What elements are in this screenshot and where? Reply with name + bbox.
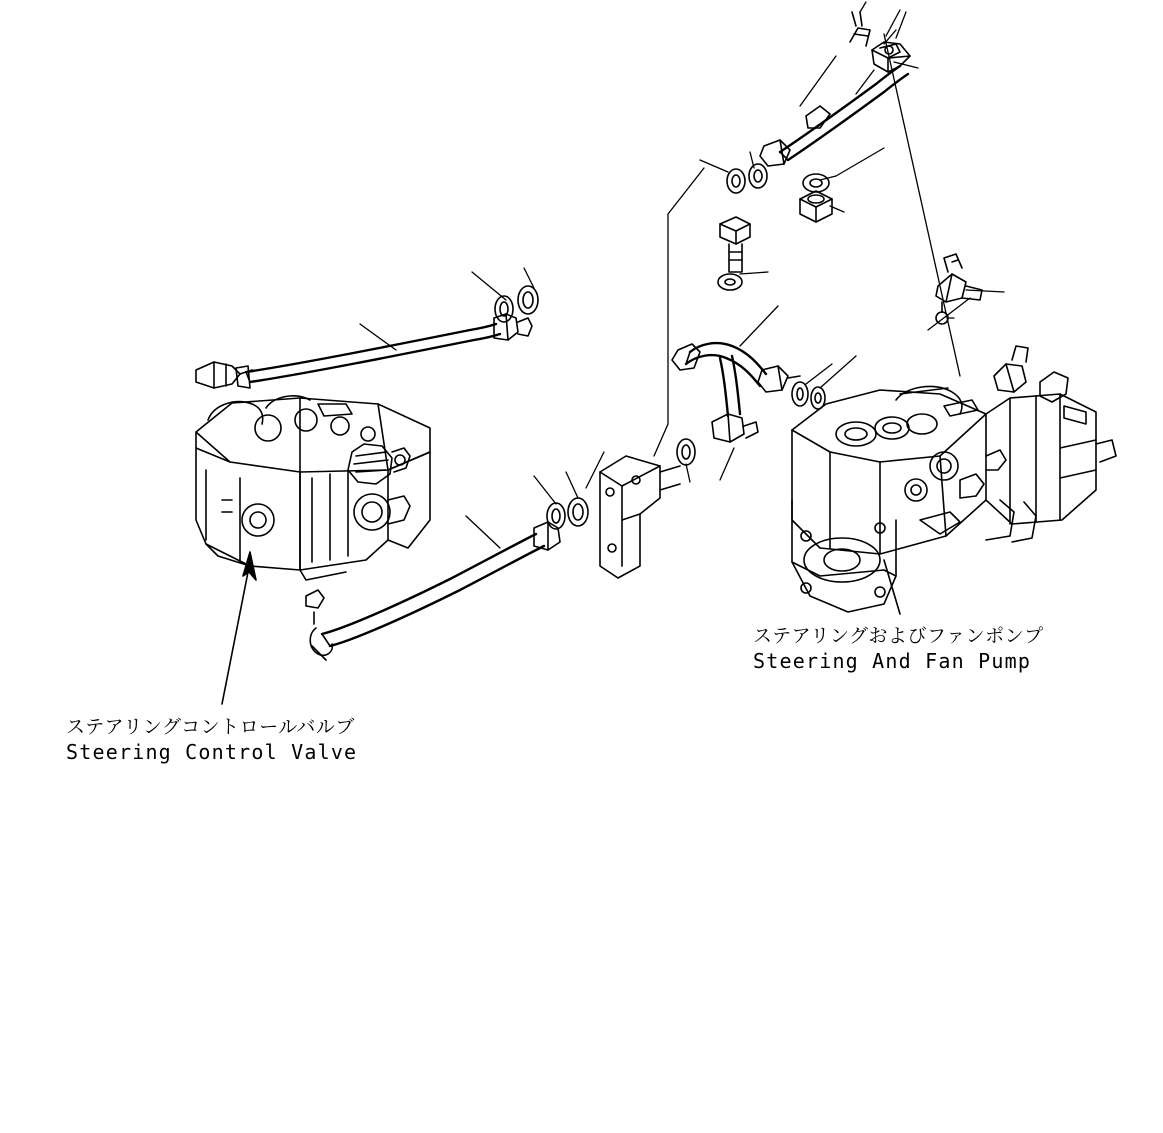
callout-steering-and-fan-pump-jp: ステアリングおよびファンポンプ bbox=[753, 625, 1044, 647]
steering-control-valve-body bbox=[196, 362, 430, 624]
callout-steering-and-fan-pump-en: Steering And Fan Pump bbox=[753, 648, 1032, 673]
pump-tube-assembly bbox=[672, 343, 800, 442]
mounting-bracket bbox=[600, 456, 680, 578]
callout-steering-control-valve-jp: ステアリングコントロールバルブ bbox=[66, 716, 355, 738]
leader-lines bbox=[360, 2, 1004, 548]
hex-nut bbox=[800, 191, 832, 222]
steering-and-fan-pump-body bbox=[792, 346, 1116, 612]
callout-steering-and-fan-pump bbox=[753, 625, 1044, 674]
washer-set bbox=[495, 164, 829, 529]
hex-bolt bbox=[720, 217, 750, 272]
callout-steering-control-valve-en: Steering Control Valve bbox=[66, 739, 358, 764]
elbow-fitting-pump bbox=[936, 254, 982, 324]
callout-steering-control-valve bbox=[66, 716, 357, 765]
top-tube-assembly bbox=[760, 12, 910, 166]
upper-hose-assembly bbox=[236, 314, 532, 388]
